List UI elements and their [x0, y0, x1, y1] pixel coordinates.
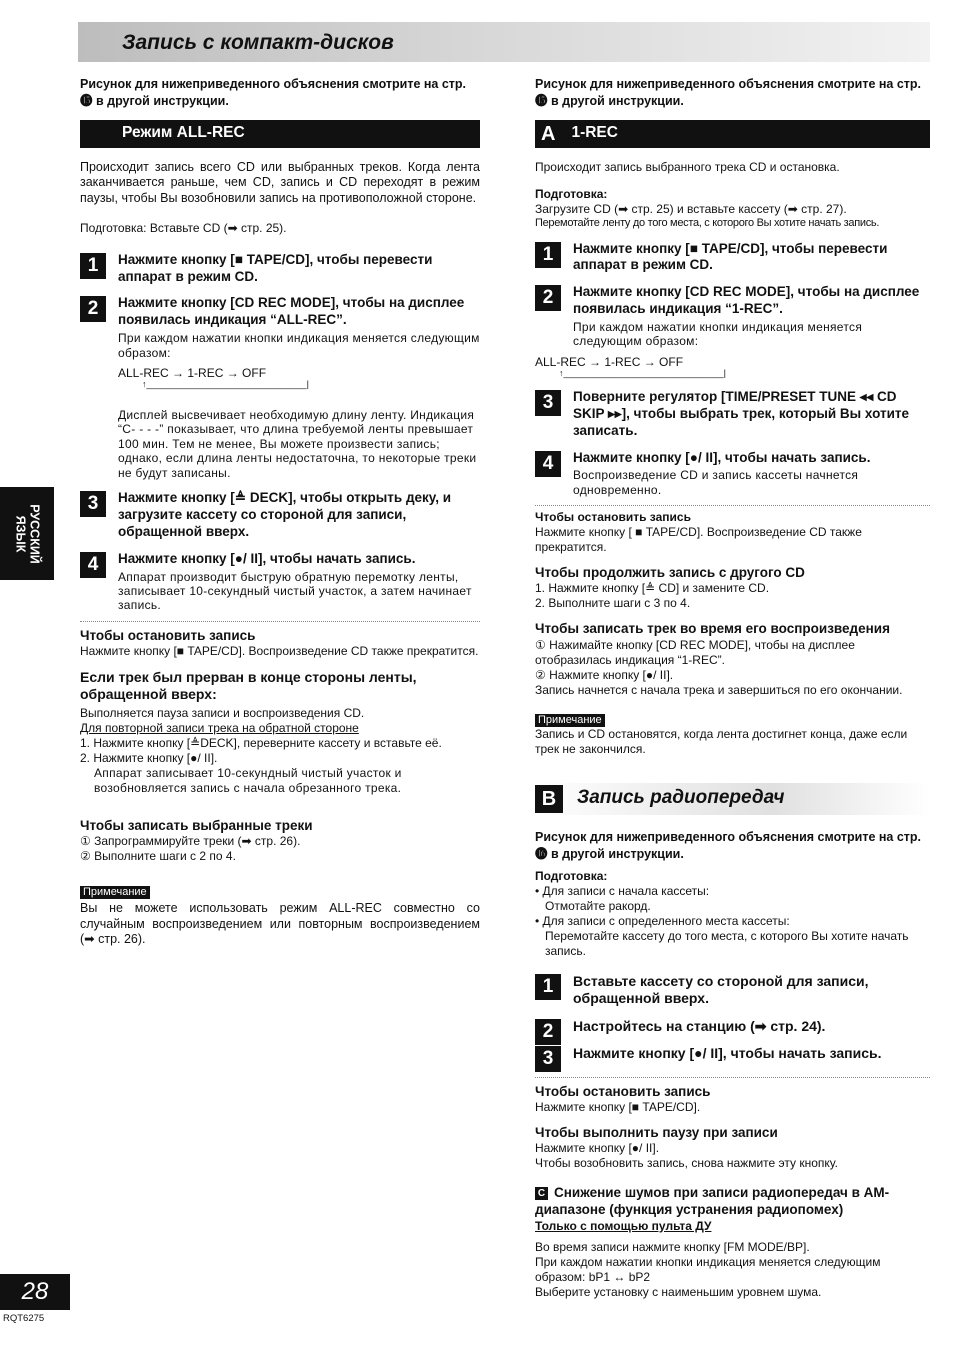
- section-b-letter: B: [535, 785, 563, 813]
- repeat-heading: Для повторной записи трека на обратной стороне: [80, 720, 359, 735]
- step-title: Нажмите кнопку [●/ II], чтобы начать запись.: [573, 449, 871, 465]
- stop-text: Нажмите кнопку [■ TAPE/CD]. Воспроизведение CD также прекратится.: [80, 643, 479, 658]
- continue-step-2: 2. Выполните шаги с 3 по 4.: [535, 596, 691, 611]
- selected-step-1: ① Запрограммируйте треки (➡ стр. 26).: [80, 833, 301, 848]
- selected-heading: Чтобы записать выбранные треки: [80, 817, 313, 833]
- note-label: Примечание: [80, 886, 150, 899]
- figure-reference-b: Рисунок для нижеприведенного объяснения смотрите на стр. ⓰ в другой инструкции.: [535, 829, 922, 861]
- b-prep-2b: Перемотайте кассету до того места, с которого Вы хотите начать запись.: [545, 928, 909, 958]
- prep-line-1: Загрузите CD (➡ стр. 25) и вставьте кассету (➡ стр. 27).: [535, 201, 847, 216]
- during-heading: Чтобы записать трек во время его воспроизведения: [535, 621, 890, 637]
- step-number: 3: [535, 390, 561, 416]
- prep-line-2: Перемотайте ленту до того места, с которого Вы хотите начать запись.: [535, 216, 880, 229]
- pause-2: Чтобы возобновить запись, снова нажмите эту кнопку.: [535, 1155, 838, 1170]
- all-rec-intro: Происходит запись всего CD или выбранных треков. Когда лента заканчивается раньше, чем CD, запись и CD переходят в режим паузы, чтобы Вы возобновили запись на противоположной стороне.: [80, 159, 480, 205]
- section-a-letter: A: [541, 122, 556, 145]
- divider: [535, 1077, 930, 1078]
- repeat-step-1: 1. Нажмите кнопку [≜DECK], переверните кассету и вставьте её.: [80, 735, 442, 750]
- step-title: Поверните регулятор [TIME/PRESET TUNE ◂◂ CD SKIP ▸▸], чтобы выбрать трек, который Вы хотите записать.: [573, 388, 910, 438]
- one-rec-heading: 1-REC: [571, 124, 618, 142]
- figure-reference: Рисунок для нижеприведенного объяснения смотрите на стр. ⓯ в другой инструкции.: [535, 77, 922, 108]
- c-line-3: Выберите установку с наименьшим уровнем шума.: [535, 1284, 822, 1299]
- section-b-title: Запись радиопередач: [577, 787, 785, 809]
- step-number: 3: [535, 1046, 561, 1072]
- b-step-2: [535, 1017, 930, 1042]
- right-column: [535, 76, 930, 1300]
- repeat-text: Аппарат записывает 10-секундный чистый участок и возобновляется запись с начала обрезанного трека.: [94, 765, 402, 795]
- one-rec-intro: Происходит запись выбранного трека CD и остановка.: [535, 159, 840, 174]
- pause-1: Нажмите кнопку [●/ II].: [535, 1140, 660, 1155]
- step-number: 1: [535, 242, 561, 268]
- all-rec-heading: Режим ALL-REC: [122, 124, 245, 142]
- b-stop-text: Нажмите кнопку [■ TAPE/CD].: [535, 1099, 701, 1114]
- step-title: Нажмите кнопку [≜ DECK], чтобы открыть деку, и загрузите кассету со стороной для записи, обращенной вверх.: [118, 490, 452, 539]
- loop-arrow-icon: ↑________________________________|: [559, 368, 727, 379]
- step-title: Нажмите кнопку [■ TAPE/CD], чтобы перевести аппарат в режим CD.: [118, 251, 433, 284]
- step-2: [535, 284, 930, 349]
- language-tab: [0, 487, 54, 580]
- continue-heading: Чтобы продолжить запись с другого CD: [535, 565, 805, 581]
- language-tab-label: РУССКИЙ ЯЗЫК: [13, 503, 42, 564]
- during-step-1: ① Нажимайте кнопку [CD REC MODE], чтобы на дисплее отобразилась индикация “1-REC”.: [535, 637, 855, 667]
- step-desc: При каждом нажатии кнопки индикация меняется следующим образом:: [118, 331, 480, 360]
- section-c-heading: C Снижение шумов при записи радиопередач в AM-диапазоне (функция устранения радиопомех): [535, 1184, 890, 1217]
- b-prep-2: • Для записи с определенного места кассеты:: [535, 913, 790, 928]
- page-title: Запись с компакт-дисков: [122, 31, 394, 54]
- step-4: [80, 551, 480, 613]
- note-label: Примечание: [535, 714, 605, 727]
- continue-step-1: 1. Нажмите кнопку [≜ CD] и замените CD.: [535, 581, 770, 596]
- step-title: Нажмите кнопку [CD REC MODE], чтобы на дисплее появилась индикация “1-REC”.: [573, 284, 920, 317]
- step-number: 2: [80, 296, 106, 322]
- stop-heading: Чтобы остановить запись: [80, 627, 256, 643]
- during-step-2: ② Нажмите кнопку [●/ II].: [535, 667, 674, 682]
- figure-reference: Рисунок для нижеприведенного объяснения смотрите на стр. ⓯ в другой инструкции.: [80, 77, 467, 108]
- all-rec-heading-bar: [80, 120, 480, 148]
- step-number: 3: [80, 491, 106, 517]
- one-rec-heading-bar: [535, 120, 930, 148]
- c-remote-only: Только с помощью пульта ДУ: [535, 1218, 712, 1233]
- document-code: RQT6275: [3, 1313, 45, 1324]
- b-step-1: [535, 973, 930, 1008]
- mode-sequence: ALL-REC → 1-REC → OFF: [118, 365, 267, 380]
- interrupt-text: Выполняется пауза записи и воспроизведения CD.: [80, 705, 365, 720]
- left-column: [80, 76, 480, 948]
- step-number: 4: [535, 451, 561, 477]
- display-note: Дисплей высвечивает необходимую длину ленту. Индикация “C- - - -” показывает, что длина требуемой ленты превышает 100 мин. Тем не менее, Вы можете произвести запись; однако, если длина ленты недостаточна, то некоторые треки не будут записаны.: [118, 408, 477, 480]
- step-4: [535, 450, 930, 498]
- page-title-bar: [78, 22, 930, 62]
- step-2: [80, 295, 480, 480]
- step-title: Нажмите кнопку [CD REC MODE], чтобы на дисплее появилась индикация “ALL-REC”.: [118, 295, 465, 328]
- step-number: 4: [80, 552, 106, 578]
- step-number: 2: [535, 1019, 561, 1045]
- c-line-1: Во время записи нажмите кнопку [FM MODE/BP].: [535, 1239, 810, 1254]
- step-title: Нажмите кнопку [●/ II], чтобы начать запись.: [118, 550, 416, 566]
- step-1: [535, 241, 930, 275]
- page-number: 28: [0, 1274, 70, 1310]
- b-prep-1: • Для записи с начала кассеты:: [535, 883, 710, 898]
- note-text: Запись и CD остановятся, когда лента достигнет конца, даже если трек не закончился.: [535, 726, 908, 756]
- section-b-header: [535, 783, 930, 815]
- step-number: 1: [80, 253, 106, 279]
- step-number: 2: [535, 285, 561, 311]
- b-stop-heading: Чтобы остановить запись: [535, 1083, 711, 1099]
- stop-text: Нажмите кнопку [ ■ TAPE/CD]. Воспроизведение CD также прекратится.: [535, 525, 862, 555]
- step-number: 1: [535, 974, 561, 1000]
- stop-heading: Чтобы остановить запись: [535, 510, 691, 525]
- during-text: Запись начнется с начала трека и завершиться по его окончании.: [535, 682, 903, 697]
- repeat-step-2: 2. Нажмите кнопку [●/ II].: [80, 750, 218, 765]
- b-step-3: [535, 1045, 930, 1070]
- c-line-2: При каждом нажатии кнопки индикация меняется следующим образом: bP1 ↔ bP2: [535, 1254, 881, 1284]
- note-text: Вы не можете использовать режим ALL-REC совместно со случайным воспроизведением или повторным воспроизведением (➡ стр. 26).: [80, 900, 480, 947]
- pause-heading: Чтобы выполнить паузу при записи: [535, 1124, 778, 1140]
- step-title: Нажмите кнопку [●/ II], чтобы начать запись.: [573, 1045, 882, 1062]
- loop-arrow-icon: ↑________________________________|: [142, 379, 310, 390]
- prep-label: Подготовка:: [535, 186, 608, 201]
- step-desc: Аппарат производит быструю обратную перемотку ленты, записывает 10-секундный чистый участок, а затем начинает запись.: [118, 569, 472, 613]
- step-3: [535, 389, 930, 440]
- step-title: Вставьте кассету со стороной для записи, обращенной вверх.: [573, 972, 869, 1007]
- selected-step-2: ② Выполните шаги с 2 по 4.: [80, 848, 236, 863]
- b-prep-label: Подготовка:: [535, 868, 608, 883]
- step-3: [80, 490, 480, 541]
- section-c-letter: C: [535, 1187, 548, 1200]
- interrupt-heading: Если трек был прерван в конце стороны ленты, обращенной вверх:: [80, 668, 417, 702]
- step-title: Нажмите кнопку [■ TAPE/CD], чтобы перевести аппарат в режим CD.: [573, 240, 888, 273]
- preparation: Подготовка: Вставьте CD (➡ стр. 25).: [80, 220, 287, 235]
- divider: [80, 621, 480, 622]
- step-1: [80, 252, 480, 286]
- divider: [535, 505, 930, 506]
- step-desc: При каждом нажатии кнопки индикация меняется следующим образом:: [573, 320, 863, 349]
- mode-sequence: ALL-REC → 1-REC → OFF: [535, 354, 684, 369]
- step-title: Настройтесь на станцию (➡ стр. 24).: [573, 1017, 826, 1034]
- b-prep-1b: Отмотайте ракорд.: [545, 898, 651, 913]
- step-desc: Воспроизведение CD и запись кассеты начнется одновременно.: [573, 468, 859, 497]
